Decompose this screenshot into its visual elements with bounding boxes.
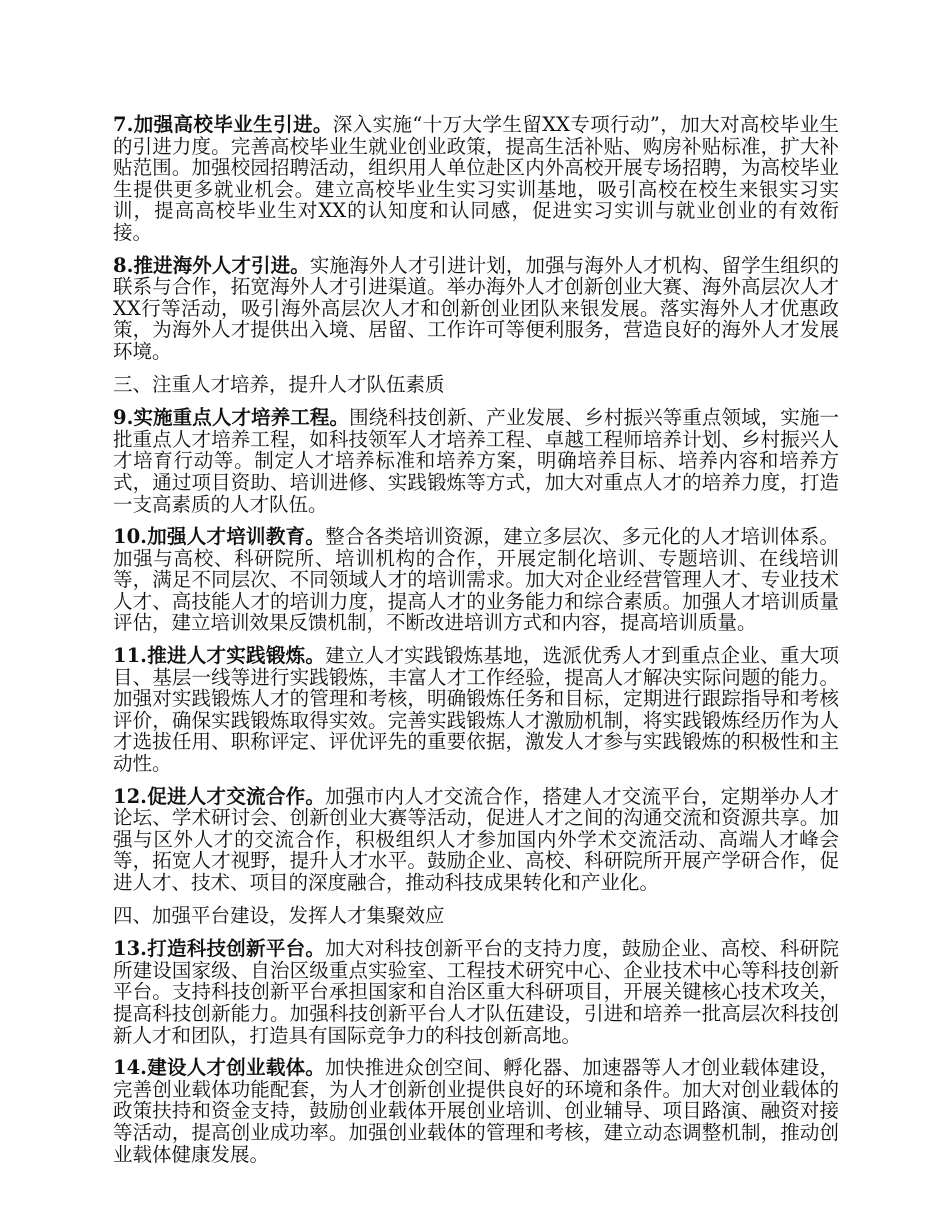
section-heading-3: 三、注重人才培养，提升人才队伍素质 [113, 372, 445, 396]
paragraph-item-12 [113, 786, 839, 894]
item-text: 实施海外人才引进计划，加强与海外人才机构、留学生组织的联系与合作，拓宽海外人才引进渠道。举办海外人才创新创业大赛、海外高层次人才XX行等活动，吸引海外高层次人才和创新创业团队来银发展。落实海外人才优惠政策，为海外人才提供出入境、居留、工作许可等便利服务，营造良好的海外人才发展环境。 [113, 253, 839, 363]
item-title: 11.推进人才实践锻炼。 [113, 644, 326, 668]
item-text: 加快推进众创空间、孵化器、加速器等人才创业载体建设，完善创业载体功能配套，为人才创新创业提供良好的环境和条件。加大对创业载体的政策扶持和资金支持，鼓励创业载体开展创业培训、创业辅导、项目路演、融资对接等活动，提高创业成功率。加强创业载体的管理和考核，建立动态调整机制，推动创业载体健康发展。 [113, 1056, 839, 1166]
item-text: 加大对科技创新平台的支持力度，鼓励企业、高校、科研院所建设国家级、自治区级重点实验室、工程技术研究中心、企业技术中心等科技创新平台。支持科技创新平台承担国家和自治区重大科研项目，开展关键核心技术攻关，提高科技创新能力。加强科技创新平台人才队伍建设，引进和培养一批高层次科技创新人才和团队，打造具有国际竞争力的科技创新高地。 [113, 937, 839, 1047]
paragraph-item-7 [113, 114, 839, 244]
item-title: 13.打造科技创新平台。 [113, 937, 326, 961]
item-title: 8.推进海外人才引进。 [113, 253, 310, 277]
item-title: 7.加强高校毕业生引进。 [113, 113, 333, 136]
document-page [113, 114, 839, 1176]
paragraph-item-8 [113, 255, 839, 363]
paragraph-item-10 [113, 526, 839, 634]
item-text: 围绕科技创新、产业发展、乡村振兴等重点领域，实施一批重点人才培养工程，如科技领军人才培养工程、卓越工程师培养计划、乡村振兴人才培育行动等。制定人才培养标准和培养方案，明确培养目标、培养内容和培养方式，通过项目资助、培训进修、实践锻炼等方式，加大对重点人才的培养力度，打造一支高素质的人才队伍。 [113, 406, 839, 516]
item-title: 14.建设人才创业载体。 [113, 1056, 326, 1080]
paragraph-item-14 [113, 1057, 839, 1165]
item-title: 10.加强人才培训教育。 [113, 525, 326, 549]
item-title: 9.实施重点人才培养工程。 [113, 406, 350, 430]
section-heading-4: 四、加强平台建设，发挥人才集聚效应 [113, 903, 445, 927]
paragraph-item-11 [113, 645, 839, 775]
paragraph-item-13 [113, 938, 839, 1046]
item-text: 深入实施“十万大学生留XX专项行动”，加大对高校毕业生的引进力度。完善高校毕业生就业创业政策，提高生活补贴、购房补贴标准，扩大补贴范围。加强校园招聘活动，组织用人单位赴区内外高校开展专场招聘，为高校毕业生提供更多就业机会。建立高校毕业生实习实训基地，吸引高校在校生来银实习实训，提高高校毕业生对XX的认知度和认同感，促进实习实训与就业创业的有效衔接。 [113, 113, 840, 244]
paragraph-item-9 [113, 407, 839, 515]
item-title: 12.促进人才交流合作。 [113, 784, 326, 808]
item-text: 加强市内人才交流合作，搭建人才交流平台，定期举办人才论坛、学术研讨会、创新创业大赛等活动，促进人才之间的沟通交流和资源共享。加强与区外人才的交流合作，积极组织人才参加国内外学术交流活动、高端人才峰会等，拓宽人才视野，提升人才水平。鼓励企业、高校、科研院所开展产学研合作，促进人才、技术、项目的深度融合，推动科技成果转化和产业化。 [113, 784, 839, 894]
item-text: 建立人才实践锻炼基地，选派优秀人才到重点企业、重大项目、基层一线等进行实践锻炼，丰富人才工作经验，提高人才解决实际问题的能力。加强对实践锻炼人才的管理和考核，明确锻炼任务和目标，定期进行跟踪指导和考核评价，确保实践锻炼取得实效。完善实践锻炼人才激励机制，将实践锻炼经历作为人才选拔任用、职称评定、评优评先的重要依据，激发人才参与实践锻炼的积极性和主动性。 [113, 644, 839, 776]
item-text: 整合各类培训资源，建立多层次、多元化的人才培训体系。加强与高校、科研院所、培训机构的合作，开展定制化培训、专题培训、在线培训等，满足不同层次、不同领域人才的培训需求。加大对企业经营管理人才、专业技术人才、高技能人才的培训力度，提高人才的业务能力和综合素质。加强人才培训质量评估，建立培训效果反馈机制，不断改进培训方式和内容，提高培训质量。 [113, 525, 839, 635]
